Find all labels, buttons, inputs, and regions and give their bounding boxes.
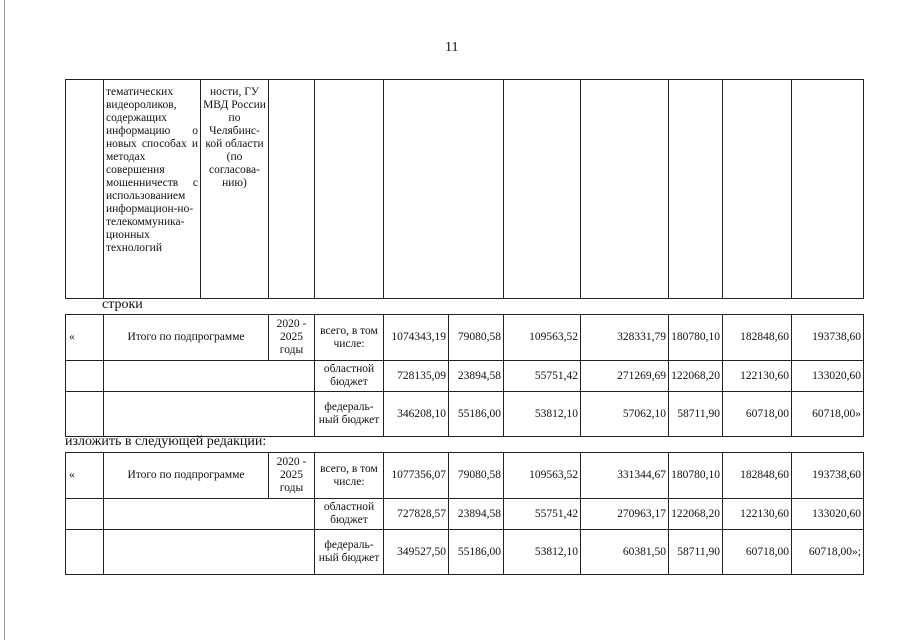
top-cell-empty xyxy=(384,80,504,299)
old-table xyxy=(65,314,864,437)
new-label: Итого по подпрограмме xyxy=(104,453,269,499)
old-value: 728135,09 xyxy=(384,361,449,392)
new-value: 331344,67 xyxy=(581,453,669,499)
new-value: 109563,52 xyxy=(504,453,581,499)
old-open-quote: « xyxy=(66,315,104,361)
page-number: 11 xyxy=(445,40,459,55)
old-value: 79080,58 xyxy=(449,315,504,361)
old-value: 182848,60 xyxy=(723,315,792,361)
new-source: федераль-ный бюджет xyxy=(315,530,384,575)
old-value: 60718,00 xyxy=(723,392,792,437)
top-executor-cell: ности, ГУ МВД России по Челябинс-кой области (по согласова-нию) xyxy=(201,80,269,299)
heading-lines: строки xyxy=(102,297,143,312)
old-value: 58711,90 xyxy=(669,392,723,437)
old-value: 60718,00» xyxy=(792,392,864,437)
new-value: 60718,00»; xyxy=(792,530,864,575)
new-table xyxy=(65,452,864,575)
old-value: 55186,00 xyxy=(449,392,504,437)
top-description-cell: тематических видеороликов, содержащих информацию о новых способах и методах совершения мошенничеств с использованием информацион-но-телекоммуника-ционных технологий xyxy=(104,80,201,299)
new-value: 23894,58 xyxy=(449,499,504,530)
old-value: 23894,58 xyxy=(449,361,504,392)
new-value: 60718,00 xyxy=(723,530,792,575)
new-source: областной бюджет xyxy=(315,499,384,530)
new-value: 79080,58 xyxy=(449,453,504,499)
new-value: 180780,10 xyxy=(669,453,723,499)
new-value: 58711,90 xyxy=(669,530,723,575)
top-cell-empty xyxy=(315,80,384,299)
top-cell-empty xyxy=(269,80,315,299)
top-cell-empty xyxy=(581,80,669,299)
old-empty-cell xyxy=(66,361,104,392)
top-cell-empty xyxy=(792,80,864,299)
new-source: всего, в том числе: xyxy=(315,453,384,499)
new-empty-cell xyxy=(66,530,104,575)
new-value: 122130,60 xyxy=(723,499,792,530)
old-value: 122130,60 xyxy=(723,361,792,392)
old-value: 133020,60 xyxy=(792,361,864,392)
new-value: 727828,57 xyxy=(384,499,449,530)
old-value: 193738,60 xyxy=(792,315,864,361)
new-value: 53812,10 xyxy=(504,530,581,575)
new-value: 1077356,07 xyxy=(384,453,449,499)
top-cell-empty xyxy=(66,80,104,299)
top-cell-empty xyxy=(723,80,792,299)
new-open-quote: « xyxy=(66,453,104,499)
new-value: 122068,20 xyxy=(669,499,723,530)
new-value: 270963,17 xyxy=(581,499,669,530)
old-empty-cell xyxy=(66,392,104,437)
old-value: 180780,10 xyxy=(669,315,723,361)
new-value: 182848,60 xyxy=(723,453,792,499)
new-value: 349527,50 xyxy=(384,530,449,575)
new-value: 133020,60 xyxy=(792,499,864,530)
new-years: 2020 - 2025 годы xyxy=(269,453,315,499)
new-value: 193738,60 xyxy=(792,453,864,499)
new-empty-cell xyxy=(104,530,315,575)
page-edge-line xyxy=(4,0,5,640)
top-cell-empty xyxy=(504,80,581,299)
old-value: 346208,10 xyxy=(384,392,449,437)
new-empty-cell xyxy=(104,499,315,530)
old-value: 328331,79 xyxy=(581,315,669,361)
new-value: 55186,00 xyxy=(449,530,504,575)
top-cell-empty xyxy=(669,80,723,299)
old-value: 1074343,19 xyxy=(384,315,449,361)
old-empty-cell xyxy=(104,361,315,392)
old-empty-cell xyxy=(104,392,315,437)
old-value: 271269,69 xyxy=(581,361,669,392)
old-source: федераль-ный бюджет xyxy=(315,392,384,437)
new-value: 55751,42 xyxy=(504,499,581,530)
old-value: 55751,42 xyxy=(504,361,581,392)
top-table xyxy=(65,79,864,299)
heading-replace: изложить в следующей редакции: xyxy=(65,434,267,449)
new-value: 60381,50 xyxy=(581,530,669,575)
old-source: областной бюджет xyxy=(315,361,384,392)
new-empty-cell xyxy=(66,499,104,530)
old-source: всего, в том числе: xyxy=(315,315,384,361)
old-value: 122068,20 xyxy=(669,361,723,392)
old-years: 2020 - 2025 годы xyxy=(269,315,315,361)
old-value: 57062,10 xyxy=(581,392,669,437)
old-value: 53812,10 xyxy=(504,392,581,437)
old-value: 109563,52 xyxy=(504,315,581,361)
old-label: Итого по подпрограмме xyxy=(104,315,269,361)
